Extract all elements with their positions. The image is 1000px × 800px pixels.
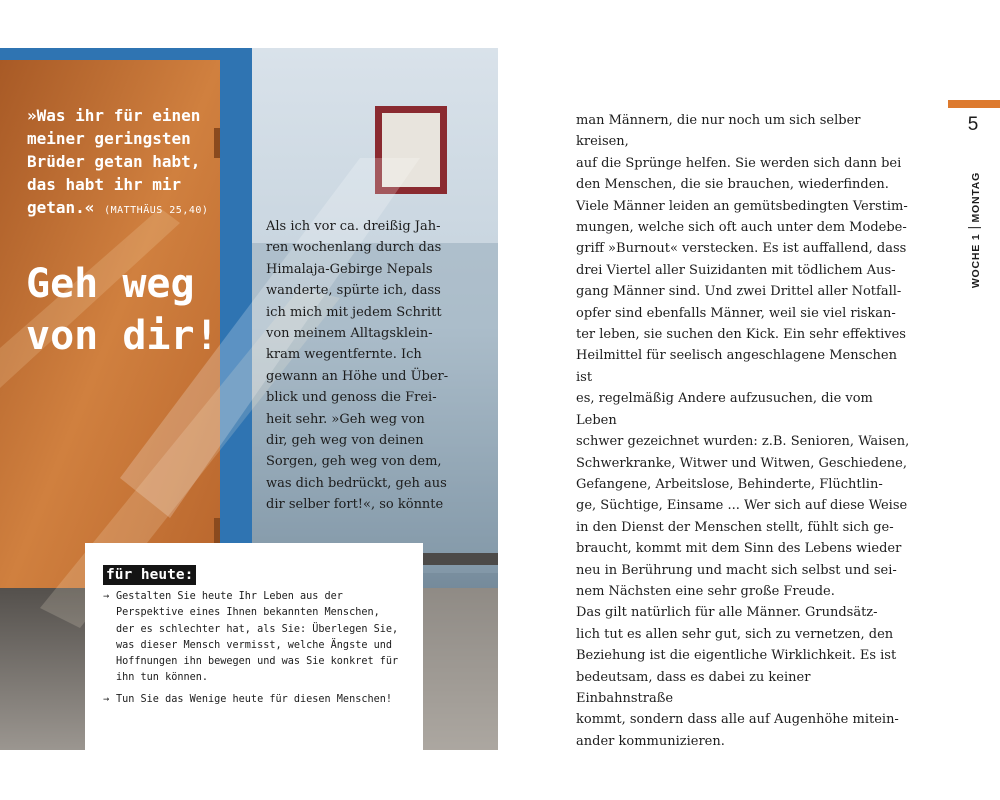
arrow-right-icon: → — [103, 693, 110, 705]
body-line: wanderte, spürte ich, dass — [266, 283, 441, 299]
quote-last-line: getan.« — [27, 198, 95, 217]
body-line: Gefangene, Arbeitslose, Behinderte, Flüchtlin- — [576, 476, 883, 492]
headline-line: von dir! — [26, 313, 219, 359]
quote-line: das habt ihr mir — [27, 175, 182, 194]
body-line: bedeutsam, dass es dabei zu keiner Einbahnstraße — [576, 669, 811, 706]
body-line: braucht, kommt mit dem Sinn des Lebens wieder — [576, 541, 902, 557]
body-line: Das gilt natürlich für alle Männer. Grundsätz- — [576, 605, 878, 621]
bible-quote — [27, 104, 227, 222]
body-line: ich mich mit jedem Schritt — [266, 304, 442, 320]
body-line: blick und genoss die Frei- — [266, 390, 437, 406]
quote-line — [27, 196, 227, 222]
todo-box — [85, 543, 423, 750]
todo-item — [103, 589, 413, 687]
body-line: gang Männer sind. Und zwei Drittel aller Notfall- — [576, 284, 902, 300]
body-line: nem Nächsten eine sehr große Freude. — [576, 583, 835, 599]
body-line: was dich bedrückt, geh aus — [266, 475, 447, 491]
todo-item-line: der es schlechter hat, als Sie: Überlegen Sie, — [116, 623, 399, 635]
right-body-text — [576, 110, 911, 752]
body-line: Sorgen, geh weg von dem, — [266, 454, 442, 470]
body-line: ge, Süchtige, Einsame ... Wer sich auf diese Weise — [576, 498, 908, 514]
label-divider — [968, 228, 981, 229]
body-line: ander kommunizieren. — [576, 733, 725, 749]
todo-box-title: für heute: — [103, 565, 196, 585]
quote-line: meiner geringsten — [27, 129, 191, 148]
body-line: auf die Sprünge helfen. Sie werden sich dann bei — [576, 155, 902, 171]
body-line: opfer sind ebenfalls Männer, weil sie viel riskan- — [576, 305, 896, 321]
body-line: ter leben, sie suchen den Kick. Ein sehr effektives — [576, 327, 906, 343]
body-line: Schwerkranke, Witwer und Witwen, Geschiedene, — [576, 455, 907, 471]
headline-line: Geh weg — [26, 261, 195, 307]
body-line: Beziehung ist die eigentliche Wirklichkeit. Es ist — [576, 648, 897, 664]
todo-item — [103, 692, 413, 708]
body-line: drei Viertel aller Suizidanten mit tödlichem Aus- — [576, 262, 896, 278]
body-line: schwer gezeichnet wurden: z.B. Senioren, Waisen, — [576, 434, 910, 450]
body-line: mungen, welche sich oft auch unter dem Modebe- — [576, 220, 907, 236]
body-line: Heilmittel für seelisch angeschlagene Menschen ist — [576, 348, 897, 385]
body-line: dir selber fort!«, so könnte — [266, 497, 444, 513]
body-line: kram wegentfernte. Ich — [266, 347, 422, 363]
chapter-headline — [26, 258, 246, 362]
day-label: MONTAG — [970, 171, 982, 223]
body-line: in den Dienst der Menschen stellt, fühlt sich ge- — [576, 519, 894, 535]
quote-line: »Was ihr für einen — [27, 106, 201, 125]
page-number: 5 — [967, 114, 979, 135]
body-line: griff »Burnout« verstecken. Es ist auffallend, dass — [576, 241, 907, 257]
quote-source: (MATTHÄUS 25,40) — [104, 205, 209, 216]
body-line: lich tut es allen sehr gut, sich zu vernetzen, den — [576, 626, 894, 642]
todo-item-line: Hoffnungen ihn bewegen und was Sie konkret für — [116, 656, 399, 668]
todo-item-line: was dieser Mensch vermisst, welche Ängste und — [116, 639, 393, 651]
body-line: man Männern, die nur noch um sich selber kreisen, — [576, 113, 861, 150]
todo-item-line: Gestalten Sie heute Ihr Leben aus der — [116, 591, 343, 602]
body-line: neu in Berührung und macht sich selbst und sei- — [576, 562, 897, 578]
body-line: den Menschen, die sie brauchen, wiederfinden. — [576, 177, 889, 193]
todo-item-line: Perspektive eines Ihnen bekannten Menschen, — [116, 607, 380, 619]
body-line: von meinem Alltagsklein- — [266, 326, 433, 342]
body-line: ren wochenlang durch das — [266, 240, 442, 256]
body-line: Himalaja-Gebirge Nepals — [266, 261, 433, 277]
week-day-label — [968, 172, 982, 288]
todo-list — [103, 589, 413, 713]
arrow-right-icon: → — [103, 591, 110, 602]
body-line: Als ich vor ca. dreißig Jah- — [266, 219, 441, 234]
todo-item-line: ihn tun können. — [116, 672, 209, 684]
todo-item-line: Tun Sie das Wenige heute für diesen Menschen! — [116, 693, 393, 705]
body-line: Viele Männer leiden an gemütsbedingten Verstim- — [576, 198, 908, 214]
body-line: heit sehr. »Geh weg von — [266, 411, 425, 427]
body-line: es, regelmäßig Andere aufzusuchen, die vom Leben — [576, 391, 873, 428]
body-line: gewann an Höhe und Über- — [266, 368, 449, 384]
chapter-tab-marker — [948, 100, 1000, 108]
quote-line: Brüder getan habt, — [27, 152, 201, 171]
left-body-text — [266, 216, 454, 516]
week-label: WOCHE 1 — [970, 233, 982, 289]
body-line: kommt, sondern dass alle auf Augenhöhe mitein- — [576, 712, 899, 728]
body-line: dir, geh weg von deinen — [266, 433, 424, 449]
